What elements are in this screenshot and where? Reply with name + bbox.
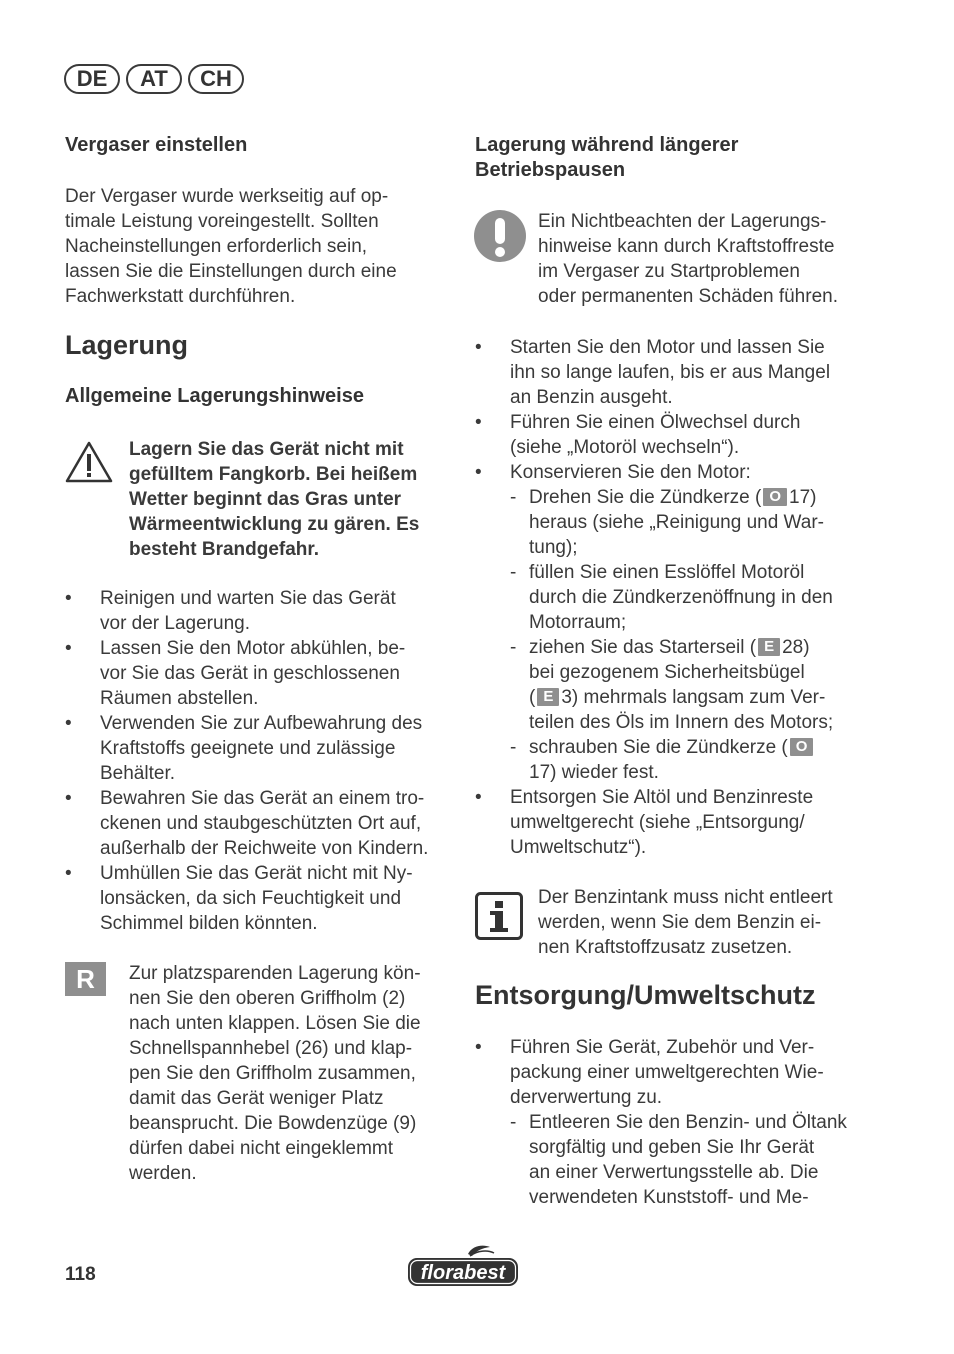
text-line: heraus (siehe „Reinigung und War-: [529, 512, 825, 533]
text-line: Wetter beginnt das Gras unter: [129, 489, 402, 510]
text-line: • Starten Sie den Motor und lassen Sie: [510, 337, 825, 358]
text-line: gefülltem Fangkorb. Bei heißem: [129, 464, 418, 485]
text-line: außerhalb der Reichweite von Kindern.: [100, 838, 429, 859]
list-item: [475, 335, 865, 410]
text-line: timale Leistung voreingestellt. Sollten: [65, 211, 379, 232]
text-span: ziehen Sie das Starterseil (: [529, 637, 757, 658]
text-line: nen Kraftstoffzusatz zusetzen.: [538, 937, 793, 958]
storage-heading: Lagerung: [65, 330, 189, 360]
text-line: Umweltschutz“).: [510, 837, 647, 858]
sub-list-item: [510, 635, 865, 735]
text-line: ckenen und staubgeschützten Ort auf,: [100, 813, 422, 834]
sub-list-item: [510, 735, 865, 785]
carburetor-text: [65, 184, 455, 309]
list-item: [65, 586, 455, 636]
text-line: [529, 485, 865, 510]
text-line: durch die Zündkerzenöffnung in den: [529, 587, 833, 608]
text-line: • Bewahren Sie das Gerät an einem tro-: [100, 788, 425, 809]
text-line: lassen Sie die Einstellungen durch eine: [65, 261, 397, 282]
text-line: pen Sie den Griffholm zusammen,: [129, 1063, 416, 1084]
text-line: sorgfältig und geben Sie Ihr Gerät: [529, 1137, 815, 1158]
list-item: [475, 460, 865, 785]
long-storage-heading: [475, 133, 865, 183]
text-line: bei gezogenem Sicherheitsbügel: [529, 662, 805, 683]
sub-list-item: [510, 1110, 865, 1210]
text-line: Der Benzintank muss nicht entleert: [538, 887, 833, 908]
text-span: 28): [782, 637, 810, 658]
text-span: 3) mehrmals langsam zum Ver-: [561, 687, 826, 708]
list-item: [65, 861, 455, 936]
text-line: werden.: [129, 1163, 197, 1184]
text-line: teilen des Öls im Innern des Motors;: [529, 712, 834, 733]
badge-at: AT: [126, 64, 182, 94]
text-line: besteht Brandgefahr.: [129, 539, 320, 560]
text-span: Drehen Sie die Zündkerze (: [529, 487, 762, 508]
list-item: [475, 785, 865, 860]
text-line: Nacheinstellungen erforderlich sein,: [65, 236, 368, 257]
text-line: Kraftstoffs geeignete und zulässige: [100, 738, 396, 759]
text-line: - Entleeren Sie den Benzin- und Öltank: [529, 1112, 847, 1133]
text-line: oder permanenten Schäden führen.: [538, 286, 838, 307]
list-item: [475, 1035, 865, 1210]
text-line: packung einer umweltgerechten Wie-: [510, 1062, 824, 1083]
text-line: • Verwenden Sie zur Aufbewahrung des: [100, 713, 423, 734]
badge-ch: CH: [188, 64, 244, 94]
sub-list-item: [510, 485, 865, 560]
heading-line: Lagerung während längerer: [475, 134, 739, 156]
carburetor-heading: Vergaser einstellen: [65, 134, 248, 156]
text-line: Zur platzsparenden Lagerung kön-: [129, 963, 421, 984]
info-icon: [475, 892, 523, 940]
text-line: Behälter.: [100, 763, 175, 784]
text-line: lonsäcken, da sich Feuchtigkeit und: [100, 888, 402, 909]
florabest-logo: [406, 1244, 520, 1290]
text-span: 17): [789, 487, 817, 508]
caution-text: [538, 209, 868, 309]
text-span: schrauben Sie die Zündkerze (: [529, 737, 788, 758]
text-line: ihn so lange laufen, bis er aus Mangel: [510, 362, 831, 383]
exclamation-icon: [473, 209, 527, 263]
text-line: an Benzin ausgeht.: [510, 387, 673, 408]
text-line: vor der Lagerung.: [100, 613, 250, 634]
disposal-list: [475, 1035, 865, 1210]
text-line: hinweise kann durch Kraftstoffreste: [538, 236, 835, 257]
text-line: Lagern Sie das Gerät nicht mit: [129, 439, 404, 460]
text-line: • Führen Sie Gerät, Zubehör und Ver-: [510, 1037, 815, 1058]
long-storage-list: [475, 335, 865, 860]
sub-list: [510, 485, 865, 785]
info-text: [538, 885, 868, 960]
text-line: beansprucht. Die Bowdenzüge (9): [129, 1113, 417, 1134]
text-line: an einer Verwertungsstelle ab. Die: [529, 1162, 819, 1183]
list-item: [65, 636, 455, 711]
text-line: Fachwerkstatt durchführen.: [65, 286, 296, 307]
heading-line: Betriebspausen: [475, 159, 626, 181]
sub-list: [510, 1110, 865, 1210]
r-note-text: [129, 961, 459, 1186]
text-line: Der Vergaser wurde werkseitig auf op-: [65, 186, 389, 207]
text-line: • Lassen Sie den Motor abkühlen, be-: [100, 638, 406, 659]
list-item: [475, 410, 865, 460]
text-line: • Konservieren Sie den Motor:: [510, 462, 751, 483]
text-line: nen Sie den oberen Griffholm (2): [129, 988, 406, 1009]
language-badges: [64, 64, 244, 94]
text-line: • Entsorgen Sie Altöl und Benzinreste: [510, 787, 814, 808]
list-item: [65, 711, 455, 786]
text-line: Ein Nichtbeachten der Lagerungs-: [538, 211, 827, 232]
text-line: • Führen Sie einen Ölwechsel durch: [510, 412, 801, 433]
text-line: [529, 685, 865, 710]
page-number: 118: [65, 1264, 96, 1285]
text-line: dürfen dabei nicht eingeklemmt: [129, 1138, 394, 1159]
text-line: Schnellspannhebel (26) und klap-: [129, 1038, 413, 1059]
text-line: umweltgerecht (siehe „Entsorgung/: [510, 812, 805, 833]
text-line: • Reinigen und warten Sie das Gerät: [100, 588, 396, 609]
text-line: 17) wieder fest.: [529, 762, 659, 783]
badge-de: DE: [64, 64, 120, 94]
disposal-heading: Entsorgung/Umweltschutz: [475, 980, 816, 1010]
text-line: [529, 735, 865, 760]
figure-e-tag: E: [537, 688, 559, 706]
text-line: Motorraum;: [529, 612, 627, 633]
text-line: werden, wenn Sie dem Benzin ei-: [538, 912, 822, 933]
text-line: [529, 635, 865, 660]
figure-o-tag: O: [763, 488, 787, 506]
text-line: Räumen abstellen.: [100, 688, 259, 709]
text-line: Schimmel bilden könnten.: [100, 913, 318, 934]
text-line: (siehe „Motoröl wechseln“).: [510, 437, 740, 458]
r-tag-icon: R: [65, 962, 106, 996]
text-line: damit das Gerät weniger Platz: [129, 1088, 384, 1109]
text-line: vor Sie das Gerät in geschlossenen: [100, 663, 400, 684]
list-item: [65, 786, 455, 861]
text-span: (: [529, 687, 536, 708]
text-line: verwendeten Kunststoff- und Me-: [529, 1187, 809, 1208]
text-line: im Vergaser zu Startproblemen: [538, 261, 800, 282]
storage-bullet-list: [65, 586, 455, 936]
warning-triangle-icon: [65, 441, 113, 483]
figure-o-tag: O: [790, 738, 814, 756]
warning-text: [129, 437, 459, 562]
text-line: tung);: [529, 537, 578, 558]
text-line: nach unten klappen. Lösen Sie die: [129, 1013, 421, 1034]
text-line: Wärmeentwicklung zu gären. Es: [129, 514, 420, 535]
general-storage-heading: Allgemeine Lagerungshinweise: [65, 385, 364, 407]
text-line: - füllen Sie einen Esslöffel Motoröl: [529, 562, 805, 583]
text-line: • Umhüllen Sie das Gerät nicht mit Ny-: [100, 863, 413, 884]
sub-list-item: [510, 560, 865, 635]
logo-text: florabest: [420, 1262, 506, 1284]
figure-e-tag: E: [758, 638, 780, 656]
text-line: derverwertung zu.: [510, 1087, 663, 1108]
